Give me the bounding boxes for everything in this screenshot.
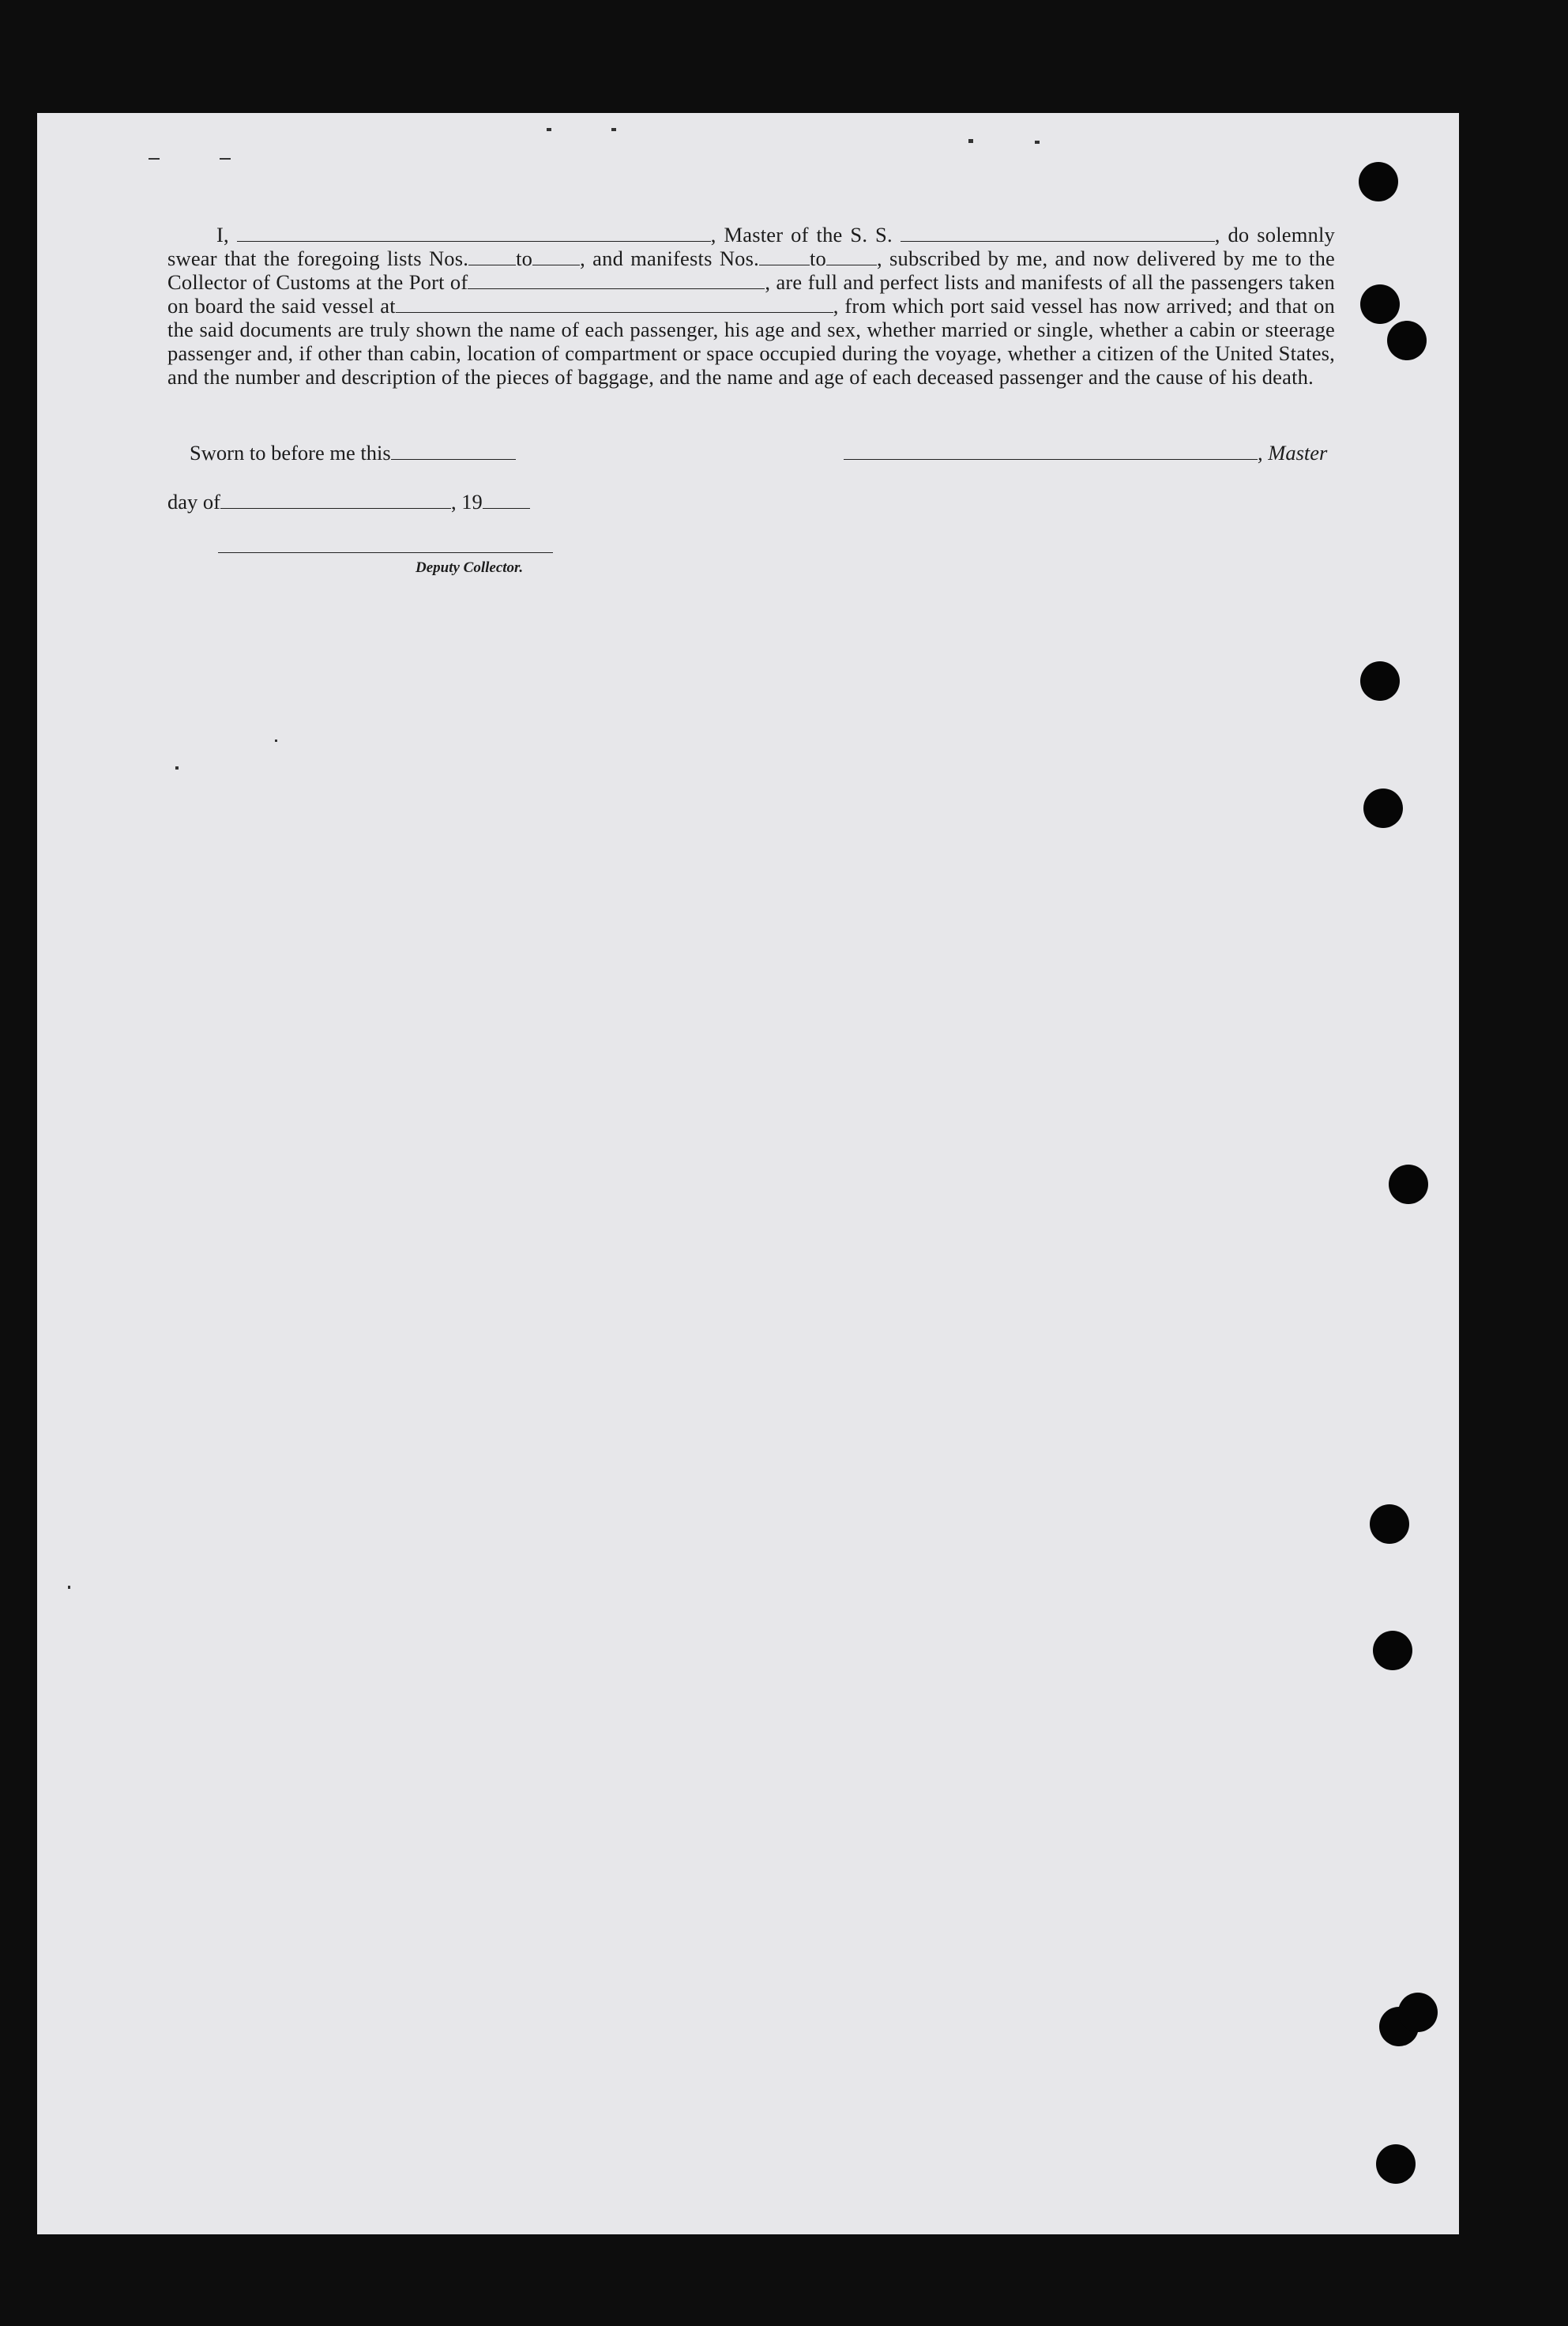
oath-text-1: I, — [216, 223, 229, 247]
oath-text-2: , Master of the S. S. — [710, 223, 893, 247]
oath-text-7: to — [809, 247, 826, 270]
day-of-line — [167, 490, 530, 514]
punch-hole — [1370, 1504, 1409, 1544]
punch-hole — [1373, 1631, 1412, 1670]
scan-speck — [968, 139, 973, 143]
oath-text-5: to — [516, 247, 533, 270]
month-blank[interactable] — [220, 492, 451, 509]
scan-speck — [1035, 141, 1040, 144]
scan-speck — [175, 766, 179, 770]
departure-port-blank[interactable] — [396, 296, 833, 313]
scan-speck — [611, 128, 616, 131]
deputy-signature-line[interactable] — [218, 552, 553, 553]
punch-hole — [1360, 661, 1400, 701]
punch-hole — [1360, 284, 1400, 324]
scan-speck — [149, 158, 160, 160]
oath-paragraph — [167, 223, 1335, 389]
ship-name-blank[interactable] — [901, 225, 1215, 242]
year-prefix: , 19 — [450, 490, 483, 514]
scan-speck — [547, 128, 551, 131]
year-blank[interactable] — [483, 492, 530, 509]
manifests-to-blank[interactable] — [826, 249, 877, 265]
punch-hole — [1398, 1993, 1438, 2032]
scan-speck — [275, 740, 277, 742]
port-blank[interactable] — [468, 273, 765, 289]
sworn-label: Sworn to before me this — [190, 441, 391, 465]
master-signature — [844, 441, 1327, 465]
scan-speck — [68, 1586, 70, 1589]
master-name-blank[interactable] — [237, 225, 711, 242]
punch-hole — [1359, 162, 1398, 201]
punch-hole — [1376, 2144, 1416, 2184]
oath-text-10: , from which port said vessel has now arrived; and that on the said documents are truly shown the name of each passenger, his age and sex, whether married or single, whether a cabin or steerage passenger and, if other than cabin, location of compartment or space occupied during the voyage, whether a citizen of the United States, and the number and description of the pieces of baggage, and the name and age of each deceased passenger and the cause of his death. — [167, 294, 1336, 389]
oath-text-8: , subscribed by me, and now delivered by me to the Collector of Customs at the Port of — [167, 247, 1335, 294]
lists-from-blank[interactable] — [468, 249, 516, 265]
deputy-collector-label: Deputy Collector. — [416, 559, 524, 576]
punch-hole — [1363, 789, 1403, 828]
master-signature-blank[interactable] — [844, 443, 1258, 460]
master-label: , Master — [1258, 441, 1328, 465]
day-of-label: day of — [167, 490, 220, 514]
oath-text-6: , and manifests Nos. — [580, 247, 759, 270]
document-page — [37, 113, 1459, 2234]
sworn-line — [190, 441, 516, 465]
sworn-day-blank[interactable] — [391, 443, 516, 460]
punch-hole — [1387, 321, 1427, 360]
punch-hole — [1389, 1165, 1428, 1204]
manifests-from-blank[interactable] — [759, 249, 810, 265]
oath-text-9: , are full and perfect lists and manifests of all the passengers taken on board the said vessel at — [167, 270, 1335, 318]
oath-text-4: swear that the foregoing lists Nos. — [167, 247, 469, 270]
scan-speck — [220, 158, 231, 160]
oath-text-3: , do solemnly — [1214, 223, 1336, 247]
lists-to-blank[interactable] — [532, 249, 580, 265]
